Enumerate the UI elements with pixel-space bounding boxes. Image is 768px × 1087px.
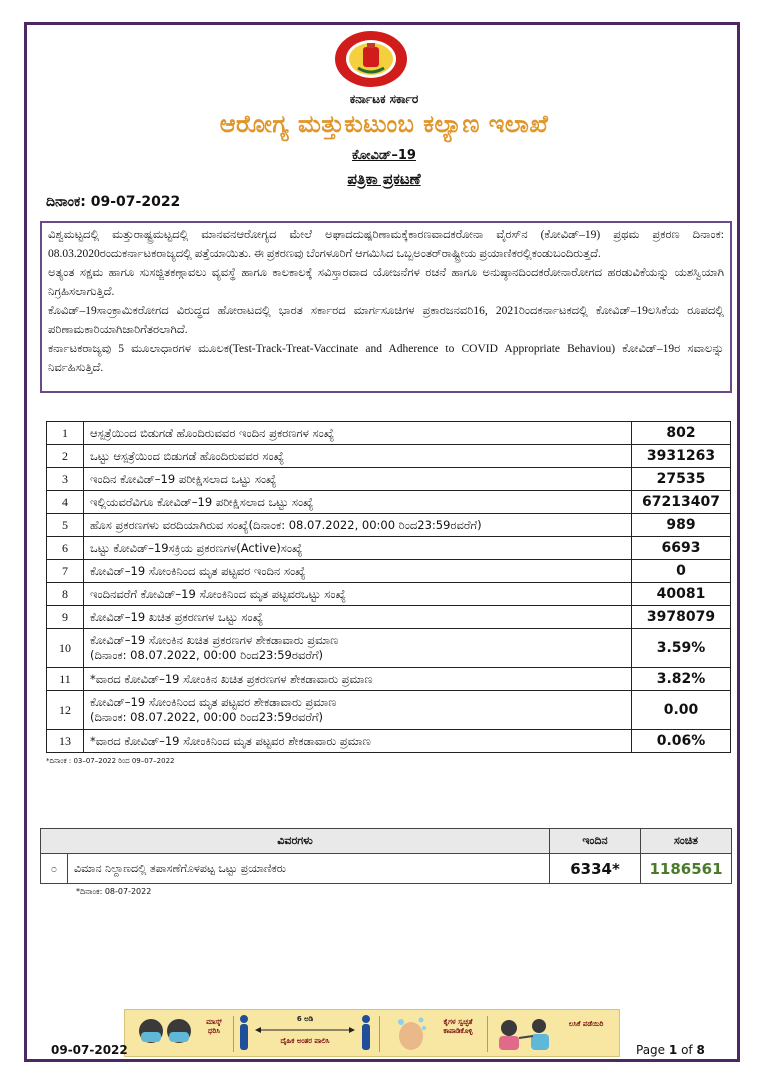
stats-row-label: [84, 668, 632, 691]
page-current: 1: [668, 1043, 678, 1057]
covid-heading: ಕೋವಿಡ್–19: [352, 148, 416, 163]
table-row: [47, 583, 731, 606]
stats-row-label-line: *ವಾರದ ಕೋವಿಡ್–19 ಸೋಂಕಿನ ಖಚಿತ ಪ್ರಕರಣಗಳ ಶೇಕಡಾವಾರು ಪ್ರಮಾಣ: [90, 671, 373, 686]
intro-paragraph: ವಿಶ್ವಮಟ್ಟದಲ್ಲಿ ಮತ್ತುರಾಷ್ಟ್ರಮಟ್ಟದಲ್ಲಿ ಮಾನವನಆರೋಗ್ಯದ ಮೇಲೆ ಅಘಾದದುಷ್ಪರಿಣಾಮಕ್ಕೆಕಾರಣವಾದಕರೋನಾ ವೈರಸ್‌ನ (ಕೋವಿಡ್–19) ಪ್ರಥಮ ಪ್ರಕರಣ ದಿನಾಂಕ: 08.03.2020ರಂದುಕರ್ನಾಟಕರಾಜ್ಯದಲ್ಲಿ ಪತ್ತೆಯಾಯಿತು. ಈ ಪ್ರಕರಣವು ಬೆಂಗಳೂರಿಗೆ ಆಗಮಿಸಿದ ಒಬ್ಬಅಂತರ್‌ರಾಷ್ಟ್ರೀಯ ಪ್ರಯಾಣಿಕರಲ್ಲಿಕಂಡುಬಂದಿರುತ್ತದೆ.: [48, 229, 724, 260]
stats-row-number: 4: [47, 491, 84, 514]
stats-row-label: [84, 691, 632, 730]
stats-row-number: 3: [47, 468, 84, 491]
table-row: [47, 560, 731, 583]
stats-row-label-line: ಕೋವಿಡ್–19 ಸೋಂಕಿನಿಂದ ಮೃತ ಪಟ್ಟವರ ಶೇಕಡಾವಾರು ಪ್ರಮಾಣ: [90, 695, 337, 709]
table-row: [47, 491, 731, 514]
mask-icon: [135, 1014, 197, 1052]
intro-paragraph: ಅತ್ಯಂತ ಸಕ್ಷಮ ಹಾಗೂ ಸುಸಜ್ಜಿತಕಣ್ಗಾವಲು ವ್ಯವಸ್ಥೆ ಹಾಗೂ ಕಾಲಕಾಲಕ್ಕೆ ಸವಿಸ್ತಾರವಾದ ಯೋಜನೆಗಳ ರಚನೆ ಹಾಗೂ ಅನುಷ್ಠಾನದಿಂದಕರೋನಾರೋಗದ ಹರಡುವಿಕೆಯನ್ನು ಯಶಸ್ವಿಯಾಗಿ ನಿಗ್ರಹಿಸಲಾಗುತ್ತಿದೆ.: [48, 267, 724, 298]
page-total: 8: [696, 1043, 705, 1057]
department-title: ಆರೋಗ್ಯ ಮತ್ತುಕುಟುಂಬ ಕಲ್ಯಾಣ ಇಲಾಖೆ: [219, 110, 549, 138]
table-row: [41, 854, 732, 884]
intro-paragraph: ಕರ್ನಾಟಕರಾಜ್ಯವು 5 ಮೂಲಾಧಾರಗಳ ಮೂಲಕ(Test-Track-Treat-Vaccinate and Adherence to COVID Appropriate Behaviou) ಕೋವಿಡ್–19ರ ಸವಾಲನ್ನು ನಿರ್ವಹಿಸುತ್ತಿದೆ.: [48, 343, 724, 374]
banner-divider: [379, 1016, 380, 1052]
airport-header-cumulative: ಸಂಚಿತ: [641, 829, 732, 854]
table-row: [47, 514, 731, 537]
table-row: [47, 445, 731, 468]
banner-divider: [487, 1016, 488, 1052]
stats-row-number: 12: [47, 691, 84, 730]
covid-stats-table: [46, 421, 731, 753]
table-row: [47, 629, 731, 668]
stats-row-label-line: ಇಂದಿನ ಕೋವಿಡ್–19 ಪರೀಕ್ಷಿಸಲಾದ ಒಟ್ಟು ಸಂಖ್ಯೆ: [90, 471, 277, 486]
stats-row-number: 10: [47, 629, 84, 668]
stats-row-number: 11: [47, 668, 84, 691]
page-of: of: [681, 1043, 693, 1057]
stats-row-label-line: ಇಂದಿನವರೆಗೆ ಕೋವಿಡ್–19 ಸೋಂಕಿನಿಂದ ಮೃತ ಪಟ್ಟವರಒಟ್ಟು ಸಂಖ್ಯೆ: [90, 586, 346, 601]
banner-distance-text: ದೈಹಿಕ ಅಂತರ ಪಾಲಿಸಿ: [280, 1037, 330, 1045]
stats-row-label-line: ಒಟ್ಟು ಕೋವಿಡ್–19ಸಕ್ರಿಯ ಪ್ರಕರಣಗಳ(Active)ಸಂಖ್ಯೆ: [90, 540, 303, 555]
banner-divider: [233, 1016, 234, 1052]
government-name: ಕರ್ನಾಟಕ ಸರ್ಕಾರ: [349, 92, 419, 106]
stats-row-value: 3.82%: [632, 668, 731, 691]
banner-distance-top: 6 ಅಡಿ: [296, 1015, 314, 1023]
covid-appropriate-behaviour-banner: [124, 1009, 620, 1057]
stats-row-value: 40081: [632, 583, 731, 606]
table-row: [47, 422, 731, 445]
person-icon: [359, 1014, 373, 1052]
table-row: [47, 537, 731, 560]
airport-row-number: ೦: [41, 854, 68, 884]
stats-footnote: *ದಿನಾಂಕ : 03–07–2022 ರಿಂದ 09–07–2022: [46, 757, 175, 765]
distance-arrow-icon: [255, 1026, 355, 1034]
stats-row-label-line: ಆಸ್ಪತ್ರೆಯಿಂದ ಬಿಡುಗಡೆ ಹೊಂದಿರುವವರ ಇಂದಿನ ಪ್ರಕರಣಗಳ ಸಂಖ್ಯೆ: [90, 425, 335, 440]
stats-row-number: 7: [47, 560, 84, 583]
press-release-heading: ಪತ್ರಿಕಾ ಪ್ರಕಟಣೆ: [347, 170, 421, 188]
table-row: [47, 730, 731, 753]
airport-table: [40, 828, 732, 884]
stats-row-number: 13: [47, 730, 84, 753]
airport-row-cumulative: 1186561: [641, 854, 732, 884]
stats-row-label-line: ಕೋವಿಡ್–19 ಸೋಂಕಿನಿಂದ ಮೃತ ಪಟ್ಟವರ ಇಂದಿನ ಸಂಖ್ಯೆ: [90, 563, 306, 578]
footer-date: 09-07-2022: [51, 1043, 128, 1057]
stats-row-value: 0: [632, 560, 731, 583]
stats-row-value: 6693: [632, 537, 731, 560]
stats-row-label: [84, 491, 632, 514]
stats-row-label: [84, 422, 632, 445]
stats-row-label: [84, 514, 632, 537]
stats-row-label-line: ಹೊಸ ಪ್ರಕರಣಗಳು ವರದಿಯಾಗಿರುವ ಸಂಖ್ಯೆ(ದಿನಾಂಕ: 08.07.2022, 00:00 ರಿಂದ23:59ರವರೆಗೆ): [90, 517, 482, 532]
table-row: [47, 606, 731, 629]
release-date: ದಿನಾಂಕ: 09-07-2022: [46, 194, 181, 210]
stats-row-value: 989: [632, 514, 731, 537]
page-word: Page: [636, 1043, 666, 1057]
stats-row-number: 8: [47, 583, 84, 606]
banner-mask-text: ಮಾಸ್ಕ್ ಧರಿಸಿ: [206, 1018, 222, 1035]
stats-row-value: 67213407: [632, 491, 731, 514]
hand-wash-icon: [391, 1014, 431, 1052]
stats-row-label: [84, 537, 632, 560]
stats-row-number: 2: [47, 445, 84, 468]
stats-row-value: 0.06%: [632, 730, 731, 753]
table-row: [47, 468, 731, 491]
airport-header-details: ವಿವರಗಳು: [41, 829, 550, 854]
stats-row-value: 3.59%: [632, 629, 731, 668]
banner-vaccine-text: ಲಸಿಕೆ ಪಡೆಯಿರಿ: [568, 1020, 604, 1028]
intro-box: [40, 221, 732, 393]
stats-row-value: 3931263: [632, 445, 731, 468]
airport-row-label: ವಿಮಾನ ನಿಲ್ದಾಣದಲ್ಲಿ ತಪಾಸಣೆಗೊಳಪಟ್ಟ ಒಟ್ಟು ಪ್ರಯಾಣಿಕರು: [68, 854, 550, 884]
stats-row-label: [84, 560, 632, 583]
stats-row-label-line: ಕೋವಿಡ್–19 ಸೋಂಕಿನ ಖಚಿತ ಪ್ರಕರಣಗಳ ಶೇಕಡಾವಾರು ಪ್ರಮಾಣ: [90, 633, 339, 647]
person-icon: [237, 1014, 251, 1052]
airport-footnote: *ದಿನಾಂಕ: 08-07-2022: [76, 887, 152, 896]
table-row: [47, 668, 731, 691]
stats-row-label: [84, 468, 632, 491]
airport-row-today: 6334*: [550, 854, 641, 884]
stats-row-value: 802: [632, 422, 731, 445]
stats-row-number: 6: [47, 537, 84, 560]
vaccination-icon: [493, 1014, 557, 1052]
airport-header-today: ಇಂದಿನ: [550, 829, 641, 854]
page-number: [636, 1043, 705, 1057]
intro-paragraph: ಕೊವಿಡ್–19ಸಾಂಕ್ರಾಮಿಕರೋಗದ ವಿರುದ್ಧದ ಹೋರಾಟದಲ್ಲಿ ಭಾರತ ಸರ್ಕಾರದ ಮಾರ್ಗಸೂಚಿಗಳ ಪ್ರಕಾರಜನವರಿ16, 2021ರಿಂದಕರ್ನಾಟಕದಲ್ಲಿ ಕೋವಿಡ್–19ಲಸಿಕೆಯ ರೂಪದಲ್ಲಿ ಪರಿಣಾಮಕಾರಿಯಾಗಿಜಾರಿಗೆತರಲಾಗಿದೆ.: [48, 305, 724, 336]
stats-row-value: 3978079: [632, 606, 731, 629]
stats-row-value: 0.00: [632, 691, 731, 730]
karnataka-emblem-icon: [334, 30, 408, 88]
stats-row-label-line: *ವಾರದ ಕೋವಿಡ್–19 ಸೋಂಕಿನಿಂದ ಮೃತ ಪಟ್ಟವರ ಶೇಕಡಾವಾರು ಪ್ರಮಾಣ: [90, 733, 371, 748]
banner-hands-text: ಕೈಗಳ ಸ್ವಚ್ಛತೆ ಕಾಪಾಡಿಕೊಳ್ಳಿ: [443, 1018, 473, 1035]
stats-row-value: 27535: [632, 468, 731, 491]
stats-row-label: [84, 629, 632, 668]
stats-row-label: [84, 583, 632, 606]
stats-row-label: [84, 606, 632, 629]
stats-row-label-line: ಒಟ್ಟು ಆಸ್ಪತ್ರೆಯಿಂದ ಬಿಡುಗಡೆ ಹೊಂದಿರುವವರ ಸಂಖ್ಯೆ: [90, 448, 285, 463]
stats-row-label: [84, 730, 632, 753]
table-row: [47, 691, 731, 730]
stats-row-label-line: (ದಿನಾಂಕ: 08.07.2022, 00:00 ರಿಂದ23:59ರವರೆಗೆ): [90, 710, 324, 724]
stats-row-number: 1: [47, 422, 84, 445]
stats-row-label-line: ಇಲ್ಲಿಯವರೆವಿಗೂ ಕೋವಿಡ್–19 ಪರೀಕ್ಷಿಸಲಾದ ಒಟ್ಟು ಸಂಖ್ಯೆ: [90, 494, 314, 509]
stats-row-label-line: ಕೋವಿಡ್–19 ಖಚಿತ ಪ್ರಕರಣಗಳ ಒಟ್ಟು ಸಂಖ್ಯೆ: [90, 609, 264, 624]
stats-row-number: 9: [47, 606, 84, 629]
stats-row-label: [84, 445, 632, 468]
stats-row-number: 5: [47, 514, 84, 537]
stats-row-label-line: (ದಿನಾಂಕ: 08.07.2022, 00:00 ರಿಂದ23:59ರವರೆಗೆ): [90, 648, 324, 662]
